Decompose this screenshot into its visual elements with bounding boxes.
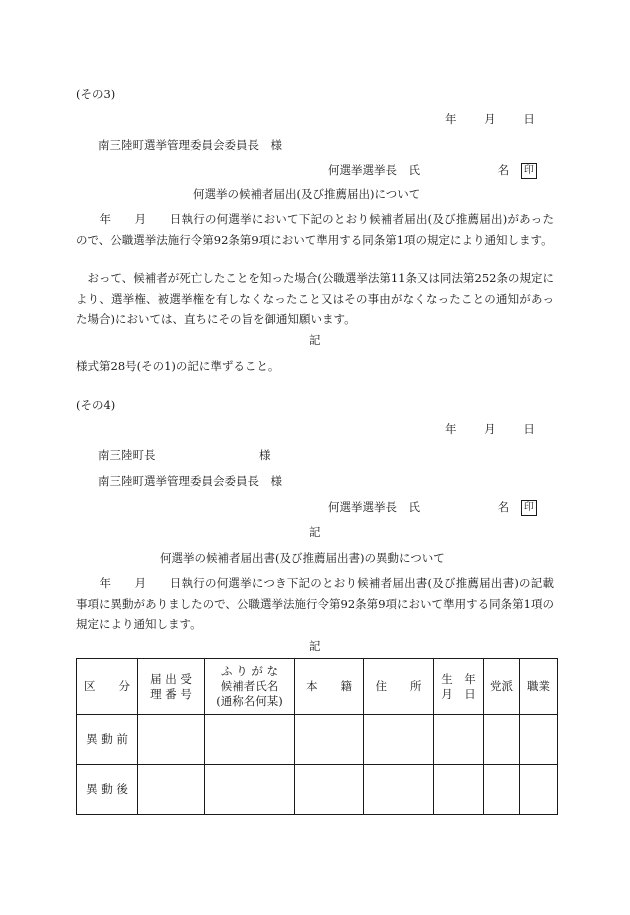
section3-date	[445, 111, 535, 127]
table-cell	[434, 765, 484, 815]
section3-label: (その3)	[76, 87, 116, 101]
header-furigana-line1: ふ り が な	[221, 664, 278, 678]
header-todokede-line1: 届 出 受	[150, 671, 192, 686]
header-candidate-name	[205, 659, 295, 715]
section4-addressee-committee: 南三陸町選挙管理委員会委員長 様	[98, 474, 282, 488]
table-cell	[484, 715, 520, 765]
section4-sender	[328, 499, 537, 516]
table-cell	[484, 765, 520, 815]
header-honseki: 本 籍	[295, 659, 364, 715]
table-cell	[364, 765, 434, 815]
table-row	[77, 765, 558, 815]
sender-name-label: 名	[497, 500, 510, 514]
table-header-row	[77, 659, 558, 715]
sender-title: 何選挙選挙長 氏	[328, 500, 420, 514]
table-cell	[295, 715, 364, 765]
sender-name-label: 名	[497, 163, 510, 177]
table-cell	[434, 715, 484, 765]
table-cell	[205, 765, 295, 815]
seal-icon: 印	[521, 500, 537, 516]
section3-addressee: 南三陸町選挙管理委員会委員長 様	[98, 138, 282, 152]
table-row	[77, 715, 558, 765]
table-cell	[295, 765, 364, 815]
sender-title: 何選挙選挙長 氏	[328, 163, 420, 177]
row-label-after: 異 動 後	[77, 765, 138, 815]
section4-ki-top: 記	[309, 525, 321, 539]
table-cell	[138, 715, 205, 765]
date-month: 月	[484, 422, 496, 436]
date-day: 日	[523, 112, 535, 126]
table-cell	[520, 765, 558, 815]
section3-sender	[328, 162, 537, 179]
date-year: 年	[445, 112, 457, 126]
section4-date	[445, 421, 535, 437]
table-cell	[138, 765, 205, 815]
section3-ki: 記	[309, 333, 321, 347]
header-furigana-line3: (通称名何某)	[216, 694, 283, 708]
table-cell	[520, 715, 558, 765]
header-kubun: 区 分	[77, 659, 138, 715]
section3-body-p2: おって、候補者が死亡したことを知った場合(公職選挙法第11条又は同法第252条の規定により、選挙権、被選挙権を有しなくなったこと又はその事由がなくなったことの通知があった場合)においては、直ちにその旨を御通知願います。	[76, 271, 554, 326]
section4-label: (その4)	[76, 398, 116, 412]
date-year: 年	[445, 422, 457, 436]
section3-title: 何選挙の候補者届出(及び推薦届出)について	[193, 187, 421, 201]
header-jusho: 住 所	[364, 659, 434, 715]
date-day: 日	[523, 422, 535, 436]
seal-icon: 印	[521, 163, 537, 179]
header-birthdate-line2: 月 日	[441, 686, 476, 701]
section4-title: 何選挙の候補者届出書(及び推薦届出書)の異動について	[160, 551, 445, 565]
header-occupation: 職業	[520, 659, 558, 715]
row-label-before: 異 動 前	[77, 715, 138, 765]
section3-note: 様式第28号(その1)の記に準ずること。	[76, 359, 280, 373]
table-cell	[364, 715, 434, 765]
section4-body: 年 月 日執行の何選挙につき下記のとおり候補者届出書(及び推薦届出書)の記載事項に異動がありましたので、公職選挙法施行令第92条第9項において準用する同条第1項の規定により通知します。	[76, 576, 554, 631]
header-birthdate	[434, 659, 484, 715]
change-table	[76, 658, 558, 815]
header-furigana-line2: 候補者氏名	[220, 679, 279, 693]
header-birthdate-line1: 生 年	[441, 671, 476, 686]
section3-body-p1: 年 月 日執行の何選挙において下記のとおり候補者届出(及び推薦届出)があったので、公職選挙法施行令第92条第9項において準用する同条第1項の規定により通知します。	[76, 212, 554, 247]
section4-addressee-mayor: 南三陸町長 様	[98, 448, 271, 462]
header-todokede-line2: 理 番 号	[150, 686, 192, 701]
header-todokede	[138, 659, 205, 715]
date-month: 月	[484, 112, 496, 126]
header-party: 党派	[484, 659, 520, 715]
section4-ki: 記	[309, 639, 321, 653]
table-cell	[205, 715, 295, 765]
